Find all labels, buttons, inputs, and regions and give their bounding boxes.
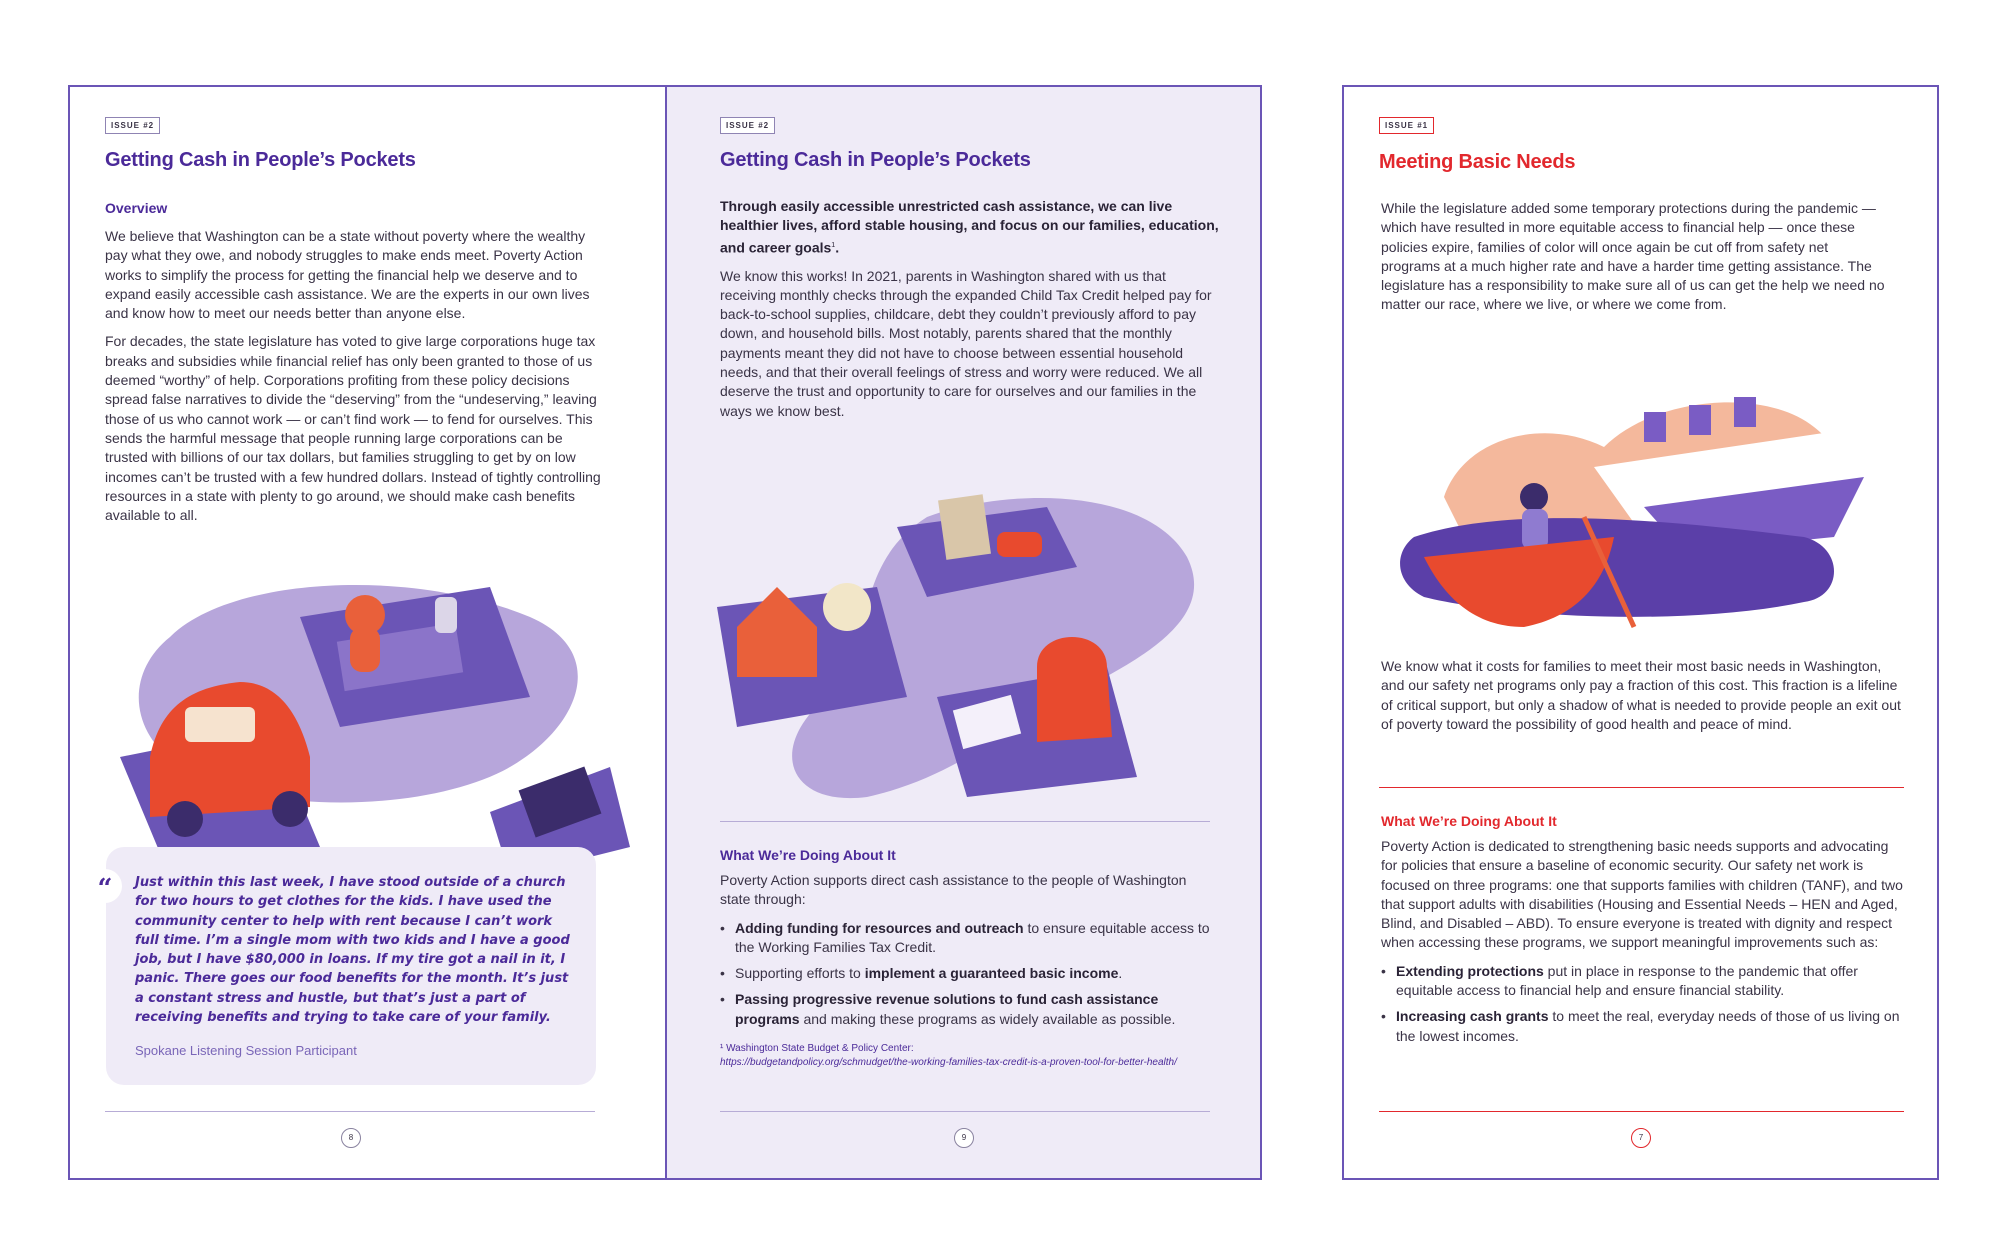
bullet-bold: Adding funding for resources and outreach bbox=[735, 919, 1024, 936]
lead-end: . bbox=[835, 239, 840, 256]
page-number: 7 bbox=[1631, 1128, 1651, 1148]
doing-body bbox=[720, 871, 1220, 1036]
paragraph: While the legislature added some temporary protections during the pandemic — which have resulted in more equitable access to financial help — once these policies expire, families of color will once again be cut off from safety net programs at a much higher rate and have a harder time getting assistance. The legislature has a responsibility to make sure all of us can get the help we need no matter our race, where we live, or where we come from. bbox=[1381, 200, 1885, 313]
page-9-body bbox=[720, 197, 1220, 430]
page-number: 9 bbox=[954, 1128, 974, 1148]
testimonial-quote bbox=[97, 847, 596, 1085]
section-divider bbox=[720, 821, 1210, 822]
expenses-illustration bbox=[707, 447, 1227, 837]
list-item bbox=[720, 964, 1220, 983]
page-title: Getting Cash in People’s Pockets bbox=[720, 149, 1031, 171]
bullet-bold: Extending protections bbox=[1396, 962, 1544, 979]
doing-body bbox=[1381, 837, 1906, 1053]
doing-heading: What We’re Doing About It bbox=[1381, 813, 1557, 829]
bullet-bold: Passing progressive revenue solutions to fund cash assistance programs bbox=[735, 991, 1159, 1027]
page-8 bbox=[68, 85, 665, 1180]
cash-illustration bbox=[110, 557, 630, 857]
doing-heading: What We’re Doing About It bbox=[720, 847, 896, 863]
page-number: 8 bbox=[341, 1128, 361, 1148]
doing-intro: Poverty Action supports direct cash assistance to the people of Washington state through: bbox=[720, 872, 1187, 908]
paragraph: We believe that Washington can be a state without poverty where the wealthy pay what they owe, and nobody struggles to make ends meet. Poverty Action works to simplify the process for getting the financial help we deserve and to expand easily accessible cash assistance. We are the experts in our own lives and know how to meet our needs better than anyone else. bbox=[105, 228, 590, 322]
paragraph: We know what it costs for families to meet their most basic needs in Washington, and our safety net programs only pay a fraction of this cost. This fraction is a lifeline of critical support, but only a shadow of what is needed to provide people an exit out of poverty toward the possibility of good health and peace of mind. bbox=[1381, 658, 1901, 732]
page-7-costs bbox=[1381, 657, 1901, 743]
quote-icon: “ bbox=[88, 869, 122, 903]
actions-list bbox=[720, 919, 1220, 1029]
issue-tag: ISSUE #1 bbox=[1379, 117, 1434, 134]
bullet-text: to ensure equitable access to the Working Families Tax Credit. bbox=[735, 919, 1210, 955]
footnote-label: ¹ Washington State Budget & Policy Center: bbox=[720, 1043, 914, 1054]
list-item bbox=[720, 990, 1220, 1029]
footnote-link[interactable]: https://budgetandpolicy.org/schmudget/the-working-families-tax-credit-is-a-proven-tool-for-better-health/ bbox=[720, 1057, 1177, 1068]
bullet-text: to meet the real, everyday needs of those of us living on the lowest incomes. bbox=[1396, 1008, 1900, 1044]
lead-text: Through easily accessible unrestricted cash assistance, we can live healthier lives, afford stable housing, and focus on our families, education, and career goals bbox=[720, 198, 1219, 256]
list-item bbox=[1381, 1007, 1906, 1046]
overview-heading: Overview bbox=[105, 200, 168, 216]
footer-divider bbox=[1379, 1111, 1904, 1112]
bullet-bold: implement a guaranteed basic income bbox=[864, 965, 1119, 982]
bullet-text: Supporting efforts to bbox=[735, 965, 865, 982]
page-7 bbox=[1342, 85, 1939, 1180]
doing-paragraph: Poverty Action is dedicated to strengthening basic needs supports and advocating for policies that ensure a baseline of economic security. Our safety net work is focused on three programs: one that supports families with children (TANF), and two that support adults with disabilities (Housing and Essential Needs – HEN and Aged, Blind, and Disabled – ABD). To ensure everyone is treated with dignity and respect when accessing these programs, we support meaningful improvements such as: bbox=[1381, 838, 1903, 951]
page-9 bbox=[665, 85, 1262, 1180]
section-divider bbox=[1379, 787, 1904, 788]
paragraph: For decades, the state legislature has voted to give large corporations huge tax breaks and subsidies while financial relief has only been granted to those of us deemed “worthy” of help. Corporations profiting from these policy decisions spread false narratives to divide the “deserving” from the “undeserving,” leaving those of us who cannot work — or can’t find work — to fend for ourselves. This sends the harmful message that people running large corporations can be trusted with billions of our tax dollars, but families struggling to get by on low incomes can’t be trusted with a few hundred dollars. Instead of tightly controlling resources in a state with plenty to go around, we should make cash benefits available to all. bbox=[105, 333, 601, 524]
footer-divider bbox=[720, 1111, 1210, 1112]
list-item bbox=[1381, 962, 1906, 1001]
actions-list bbox=[1381, 962, 1906, 1046]
issue-tag: ISSUE #2 bbox=[720, 117, 775, 134]
footer-divider bbox=[105, 1111, 595, 1112]
bullet-text: put in place in response to the pandemic that offer equitable access to financial help and ensure financial stability. bbox=[1396, 962, 1858, 999]
list-item bbox=[720, 919, 1220, 958]
quote-attribution: Spokane Listening Session Participant bbox=[135, 1043, 357, 1058]
lead-paragraph bbox=[720, 197, 1220, 258]
bullet-bold: Increasing cash grants bbox=[1396, 1008, 1549, 1025]
page-title: Meeting Basic Needs bbox=[1379, 151, 1576, 173]
bullet-text: and making these programs as widely available as possible. bbox=[799, 1010, 1176, 1027]
page-title: Getting Cash in People’s Pockets bbox=[105, 149, 416, 171]
bullet-text: . bbox=[1118, 965, 1123, 982]
footnote-ref: 1 bbox=[831, 241, 836, 249]
footnote bbox=[720, 1042, 1180, 1070]
page-7-intro bbox=[1381, 199, 1891, 324]
paragraph: We know this works! In 2021, parents in Washington shared with us that receiving monthly checks through the expanded Child Tax Credit helped pay for back-to-school supplies, childcare, debt they couldn’t previously afford to pay down, and household bills. Most notably, parents shared that the monthly payments meant they did not have to choose between essential household needs, and that their overall feelings of stress and worry were reduced. We all deserve the trust and opportunity to care for ourselves and our families in the ways we know best. bbox=[720, 267, 1212, 419]
issue-tag: ISSUE #2 bbox=[105, 117, 160, 134]
overview-body bbox=[105, 227, 605, 534]
rowboat-illustration bbox=[1384, 387, 1904, 687]
quote-text: Just within this last week, I have stood outside of a church for two hours to get clothes for the kids. I have used the community center to help with rent because I can’t work full time. I’m a single mom with two kids and I have a good job, but I have $80,000 in loans. If my tire got a nail in it, I panic. There goes our food benefits for the month. It’s just a constant stress and hustle, but that’s just a part of receiving benefits and trying to take care of your family. bbox=[135, 875, 570, 1026]
